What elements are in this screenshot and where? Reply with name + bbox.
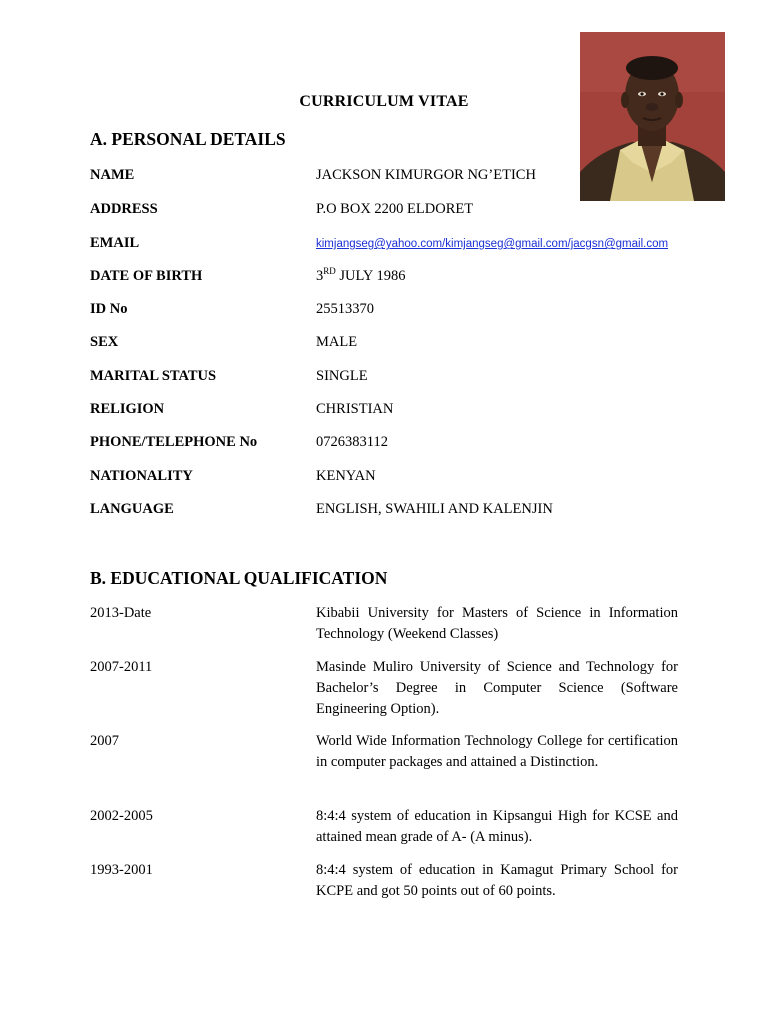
field-label: NAME (90, 167, 135, 183)
field-label: NATIONALITY (90, 468, 193, 484)
education-description: 8:4:4 system of education in Kamagut Primary School for KCPE and got 50 points out of 60 points. (316, 862, 678, 899)
field-value: 0726383112 (316, 434, 388, 450)
field-label: MARITAL STATUS (90, 368, 217, 384)
education-period: 2013-Date (90, 605, 152, 621)
field-value: MALE (316, 334, 358, 350)
education-heading: B. EDUCATIONAL QUALIFICATION (90, 568, 388, 588)
email-link[interactable]: kimjangseg@yahoo.com/kimjangseg@gmail.com/jacgsn@gmail.com (316, 238, 669, 250)
field-label: ID No (90, 301, 128, 317)
field-value: KENYAN (316, 468, 376, 484)
dob-rest: JULY 1986 (335, 268, 406, 284)
personal-details-heading: A. PERSONAL DETAILS (90, 129, 286, 149)
field-label: ADDRESS (90, 201, 158, 217)
field-value-wrapper (316, 233, 678, 255)
field-label: LANGUAGE (90, 501, 174, 517)
education-description: Masinde Muliro University of Science and Technology for Bachelor’s Degree in Computer Science (Software Engineering Option). (316, 659, 678, 717)
field-value: SINGLE (316, 368, 368, 384)
field-label: PHONE/TELEPHONE No (90, 434, 258, 450)
dob-ordinal-suffix: RD (323, 266, 336, 277)
education-description: World Wide Information Technology College for certification in computer packages and attained a Distinction. (316, 733, 678, 770)
education-description: Kibabii University for Masters of Science in Information Technology (Weekend Classes) (316, 605, 678, 642)
education-period: 1993-2001 (90, 862, 153, 878)
field-value: P.O BOX 2200 ELDORET (316, 201, 474, 217)
field-value: ENGLISH, SWAHILI AND KALENJIN (316, 501, 553, 517)
education-description: 8:4:4 system of education in Kipsangui High for KCSE and attained mean grade of A- (A minus). (316, 808, 678, 845)
education-period: 2002-2005 (90, 808, 153, 824)
field-label: SEX (90, 334, 119, 350)
dob-day: 3 (316, 268, 324, 284)
field-value: CHRISTIAN (316, 401, 394, 417)
document-title: CURRICULUM VITAE (299, 93, 469, 110)
field-value (316, 266, 678, 287)
field-label: EMAIL (90, 235, 140, 251)
field-value: 25513370 (316, 301, 374, 317)
education-period: 2007-2011 (90, 659, 153, 675)
field-value: JACKSON KIMURGOR NG’ETICH (316, 167, 536, 183)
field-label: RELIGION (90, 401, 165, 417)
education-period: 2007 (90, 733, 119, 749)
field-label: DATE OF BIRTH (90, 268, 203, 284)
